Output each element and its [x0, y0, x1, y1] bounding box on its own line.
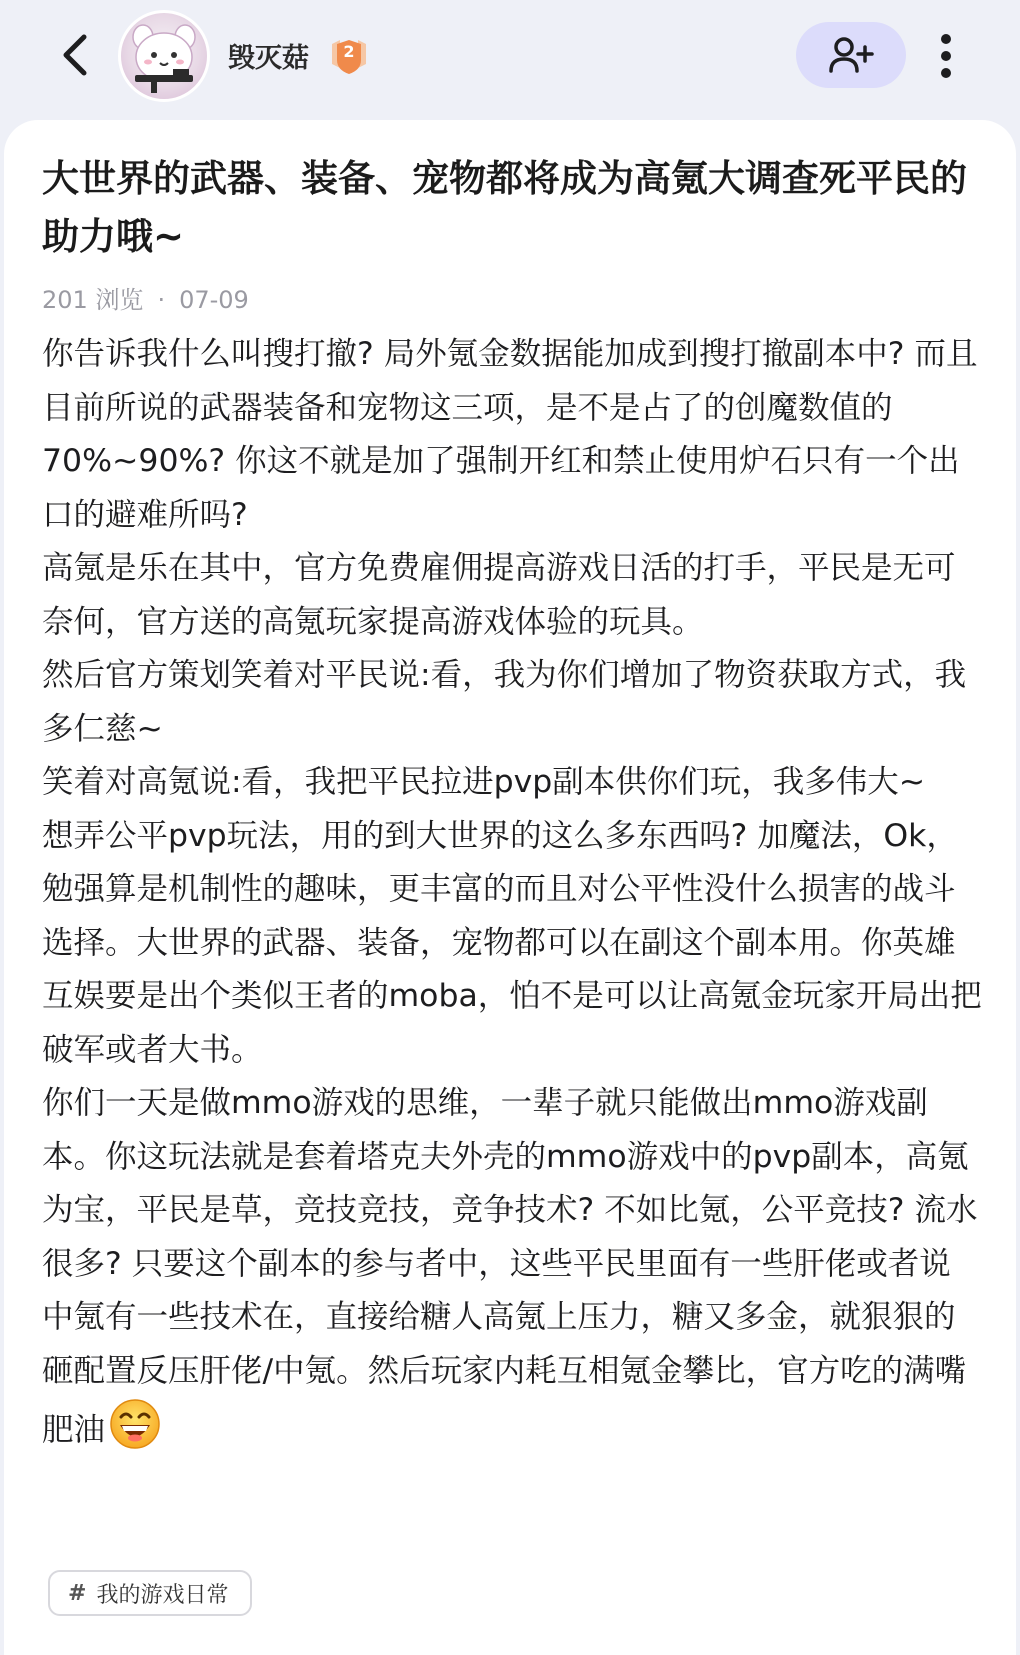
chevron-left-icon — [58, 33, 92, 77]
paragraph: 你告诉我什么叫搜打撤? 局外氪金数据能加成到搜打撤副本中? 而且目前所说的武器装备和宠物这三项，是不是占了的创魔数值的70%~90%? 你这不就是加了强制开红和禁止使用炉石只有一个出口的避难所吗? — [42, 336, 978, 533]
post-meta — [42, 280, 249, 315]
level-number: 2 — [343, 42, 355, 61]
more-dot — [941, 68, 951, 78]
top-bar — [0, 0, 1020, 120]
paragraph: 想弄公平pvp玩法，用的到大世界的这么多东西吗? 加魔法，Ok，勉强算是机制性的趣味，更丰富的而且对公平性没什么损害的战斗选择。大世界的武器、装备，宠物都可以在副这个副本用。你英雄互娱要是出个类似王者的moba，怕不是可以让高氪金玩家开局出把破军或者大书。 — [42, 817, 982, 1068]
post-card — [4, 120, 1016, 1655]
paragraph: 高氪是乐在其中，官方免费雇佣提高游戏日活的打手，平民是无可奈何，官方送的高氪玩家提高游戏体验的玩具。 — [42, 550, 956, 640]
add-user-icon — [828, 35, 874, 75]
bear-avatar-icon — [121, 13, 207, 99]
paragraph-text: 你们一天是做mmo游戏的思维，一辈子就只能做出mmo游戏副本。你这玩法就是套着塔克夫外壳的mmo游戏中的pvp副本，高氪为宝，平民是草，竞技竞技，竞争技术? 不如比氪，公平竞技? 流水很多? 只要这个副本的参与者中，这些平民里面有一些肝佬或者说中氪有一些技术在，直接给糖人高氪上压力，糖又多金，就狠狠的砸配置反压肝佬/中氪。然后玩家内耗互相氪金攀比，官方吃的满嘴肥油 — [42, 1085, 978, 1448]
level-badge — [328, 38, 370, 76]
back-button[interactable] — [50, 30, 100, 80]
avatar[interactable] — [118, 10, 210, 102]
topic-tag[interactable] — [48, 1570, 252, 1616]
post-date: 07-09 — [179, 286, 249, 314]
username[interactable]: 毁灭菇 — [228, 43, 309, 74]
paragraph: 笑着对高氪说:看，我把平民拉进pvp副本供你们玩，我多伟大~ — [42, 764, 926, 800]
topic-tag-label: 我的游戏日常 — [96, 1582, 229, 1608]
view-count: 201 浏览 — [42, 286, 144, 314]
more-dot — [941, 34, 951, 44]
paragraph: 然后官方策划笑着对平民说:看，我为你们增加了物资获取方式，我多仁慈~ — [42, 657, 967, 747]
follow-button[interactable] — [796, 22, 906, 88]
paragraph-last — [42, 1077, 982, 1458]
meta-separator: · — [157, 286, 166, 314]
grinning-emoji-icon — [109, 1398, 161, 1450]
more-options-button[interactable] — [928, 28, 964, 84]
post-body — [42, 328, 982, 1458]
hashtag-icon: # — [68, 1580, 87, 1606]
post-title: 大世界的武器、装备、宠物都将成为高氪大调查死平民的助力哦~ — [42, 157, 967, 258]
more-dot — [941, 51, 951, 61]
